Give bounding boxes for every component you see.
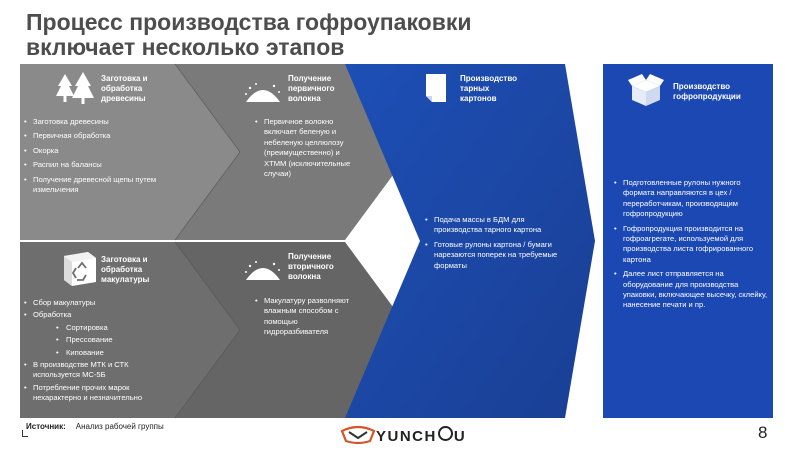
paper-sheet-icon: [424, 72, 448, 109]
corner-mark: [22, 430, 28, 437]
recycle-box-icon: [58, 248, 98, 293]
list-item: • Первичное волокно включает беленую и небеленую целлюлозу (преимущественно) и ХТММ (исключительные случаи): [253, 117, 363, 179]
title-line-1: Процесс производства гофроупаковки: [26, 9, 472, 35]
source-text: Анализ рабочей группы: [75, 422, 164, 431]
stage-cardboard-list: [423, 215, 568, 275]
logo-emblem-icon: [340, 425, 376, 445]
fiber-pile-icon: [244, 258, 282, 287]
list-item: • Подготовленные рулоны нужного формата направляются в цех / переработчикам, производящим гофропродукцию: [612, 178, 769, 220]
logo-text-start: YUNCH: [376, 428, 437, 445]
page-number: 8: [758, 423, 768, 442]
stage-wood-title: Заготовка и обработка древесины: [101, 74, 148, 103]
logo-text: [376, 426, 466, 445]
list-sub-item: • Кипование: [22, 348, 172, 358]
list-item: • Заготовка древесины: [22, 117, 172, 127]
stage-corrugated-title: Производство гофропродукции: [673, 82, 741, 101]
list-item: • Далее лист отправляется на оборудование для производства упаковки, включающее высечку, склейку, нанесение печати и пр.: [612, 269, 769, 311]
list-item: • Макулатуру разволняют влажным способом с помощью гидроразбивателя: [253, 296, 363, 338]
stage-wood-list: [22, 117, 172, 199]
list-sub-item: • Прессование: [22, 335, 172, 345]
stage-secondary-fiber-list: [253, 296, 363, 342]
fiber-pile-icon: [244, 80, 282, 109]
title-line-2: включает несколько этапов: [26, 34, 345, 60]
stage-waste-paper-list: [22, 298, 172, 406]
list-item: • Готовые рулоны картона / бумаги нарезаются поперек на требуемые форматы: [423, 240, 568, 271]
list-item: • Потребление прочих марок нехарактерно и незначительно: [22, 383, 172, 404]
list-item: • Обработка: [22, 310, 172, 320]
stage-cardboard-title: Производство тарных картонов: [460, 74, 518, 103]
stage-primary-fiber-title: Получение первичного волокна: [288, 74, 335, 103]
trees-icon: [55, 72, 95, 111]
source-label: Источник:: [26, 422, 66, 431]
list-sub-item: • Сортировка: [22, 323, 172, 333]
stage-secondary-fiber-title: Получение вторичного волокна: [288, 252, 334, 281]
list-item: • Подача массы в БДМ для производства тарного картона: [423, 215, 568, 236]
list-item: • В производстве МТК и СТК используется МС-5Б: [22, 360, 172, 381]
box-icon: [628, 72, 664, 113]
list-item: • Распил на балансы: [22, 160, 172, 170]
source-note: [26, 422, 164, 431]
list-item: • Получение древесной щепы путем измельчения: [22, 175, 172, 196]
stage-waste-paper-title: Заготовка и обработка макулатуры: [101, 255, 150, 284]
logo-o-icon: [438, 426, 453, 441]
list-item: • Гофропродукция производится на гофроагрегате, используемой для производства листа гофрированного картона: [612, 224, 769, 266]
stage-corrugated-list: [612, 178, 769, 315]
list-item: • Сбор макулатуры: [22, 298, 172, 308]
list-item: • Первичная обработка: [22, 131, 172, 141]
logo-text-end: U: [453, 428, 467, 445]
stage-primary-fiber-list: [253, 117, 363, 183]
list-item: • Окорка: [22, 146, 172, 156]
